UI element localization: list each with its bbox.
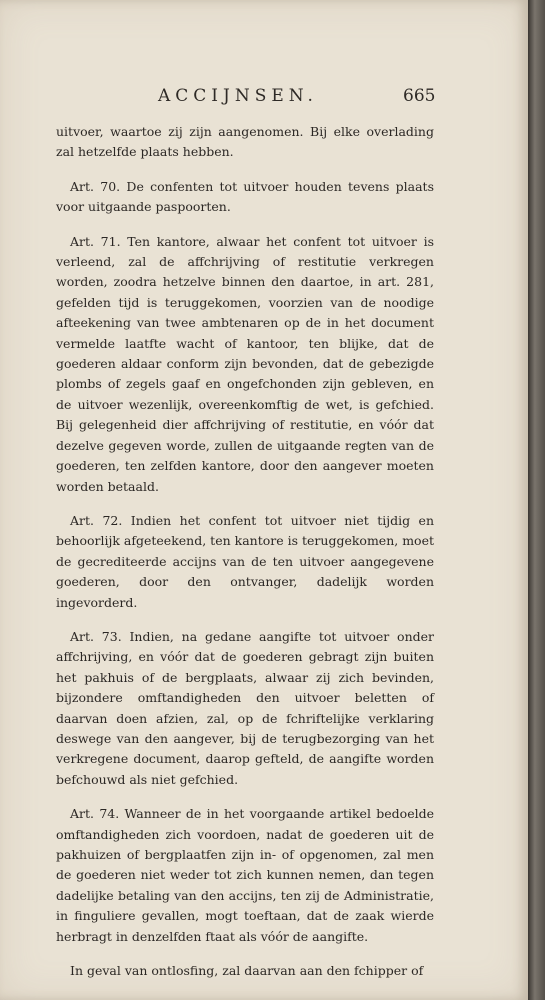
paragraph-art-71: Art. 71. Ten kantore, alwaar het confent tot uitvoer is verleend, zal de affchrijving of restitutie verkregen worden, zoodra hetzelve binnen den daartoe, in art. 281, gefelden tijd is teruggekomen, voorzien van de noodige afteekening van twee ambtenaren op de in het document vermelde laatfte wacht of kantoor, ten blijke, dat de goederen aldaar conform zijn bevonden, dat de gebezigde plombs of zegels gaaf en ongefchonden zijn gebleven, en de uitvoer wezenlijk, overeenkomftig de wet, is gefchied. Bij gelegenheid dier affchrijving of restitutie, en vóór dat dezelve gegeven worde, zullen de uitgaande regten van de goederen, ten zelfden kantore, door den aangever moeten worden betaald. xyxy=(56,233,434,494)
paragraph-continuation: uitvoer, waartoe zij zijn aangenomen. Bij elke overlading zal hetzelfde plaats hebben. xyxy=(56,124,434,160)
paragraph-art-72: Art. 72. Indien het confent tot uitvoer niet tijdig en behoorlijk afgeteekend, ten kantore is teruggekomen, moet de gecrediteerde accijns van de ten uitvoer aangegevene goederen, door den ontvanger, dadelijk worden ingevorderd. xyxy=(56,512,434,610)
page-number: 665 xyxy=(403,86,436,106)
body-text xyxy=(56,122,434,995)
running-head: ACCIJNSEN. xyxy=(158,86,318,106)
paragraph-art-73: Art. 73. Indien, na gedane aangifte tot uitvoer onder affchrijving, en vóór dat de goederen gebragt zijn buiten het pakhuis of de bergplaats, alwaar zij zich bevinden, bijzondere omftandigheden den uitvoer beletten of daarvan doen afzien, zal, op de fchriftelijke verklaring deswege van den aangever, bij de terugbezorging van het verkregene document, daarop gefteld, de aangifte worden befchouwd als niet gefchied. xyxy=(56,628,434,787)
paragraph-art-74: Art. 74. Wanneer de in het voorgaande artikel bedoelde omftandigheden zich voordoen, nadat de goederen uit de pakhuizen of bergplaatfen zijn in- of opgenomen, zal men de goederen niet weder tot zich kunnen nemen, dan tegen dadelijke betaling van den accijns, ten zij de Administratie, in finguliere gevallen, mogt toeftaan, dat de zaak wierde herbragt in denzelfden ftaat als vóór de aangifte. xyxy=(56,806,434,944)
paragraph-final-line: In geval van ontlosfing, zal daarvan aan den fchipper of xyxy=(70,963,424,979)
paragraph-art-70: Art. 70. De confenten tot uitvoer houden tevens plaats voor uitgaande paspoorten. xyxy=(56,178,434,215)
page-header xyxy=(0,86,528,112)
page-edge xyxy=(528,0,545,1000)
